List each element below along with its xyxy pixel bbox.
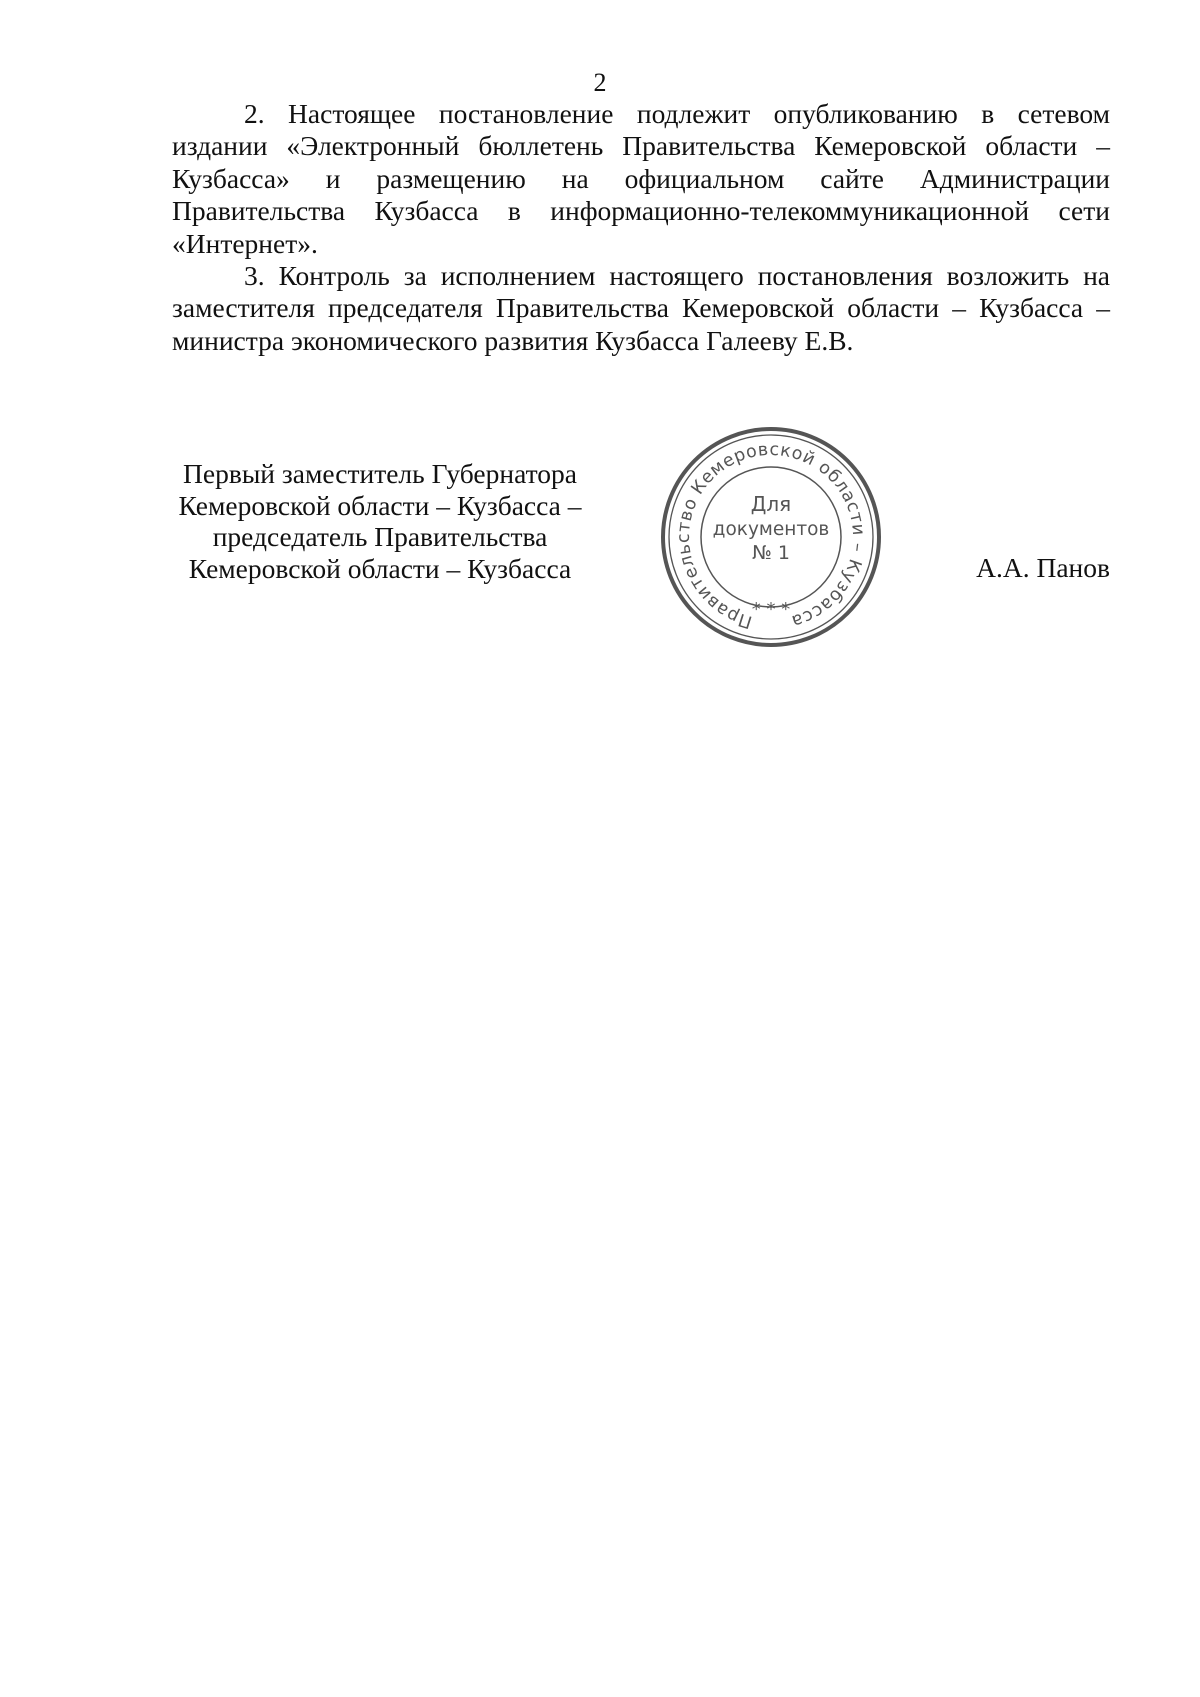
seal-stars: * * *: [751, 599, 791, 620]
signer-position-line: председатель Правительства: [212, 521, 548, 552]
signer-position-line: Кемеровской области – Кузбасса –: [178, 489, 582, 521]
seal-graphic: [657, 423, 885, 651]
signer-name: А.А. Панов: [976, 552, 1110, 583]
paragraph-control: 3. Контроль за исполнением настоящего постановления возложить на заместителя председателя Правительства Кемеровской области – Кузбасса – министра экономического развития Кузбасса Галееву Е.В.: [172, 260, 1110, 356]
signer-position-line: Первый заместитель Губернатора: [183, 458, 577, 489]
seal-center-line: документов: [712, 519, 830, 540]
paragraph-publication: 2. Настоящее постановление подлежит опубликованию в сетевом издании «Электронный бюллетень Правительства Кемеровской области – Кузбасса» и размещению на официальном сайте Администрации Правительства Кузбасса в информационно-телекоммуникационной сети «Интернет».: [172, 98, 1110, 259]
official-seal: [657, 423, 885, 651]
seal-ring-text: Правительство Кемеровской области – Кузбасса: [673, 439, 869, 632]
body-text: [172, 98, 1110, 357]
seal-center-line: Для: [750, 492, 792, 516]
signer-position-line: Кемеровской области – Кузбасса: [188, 552, 572, 584]
page-number: 2: [593, 68, 607, 97]
seal-center-line: № 1: [752, 542, 790, 564]
signer-position: [150, 458, 610, 584]
